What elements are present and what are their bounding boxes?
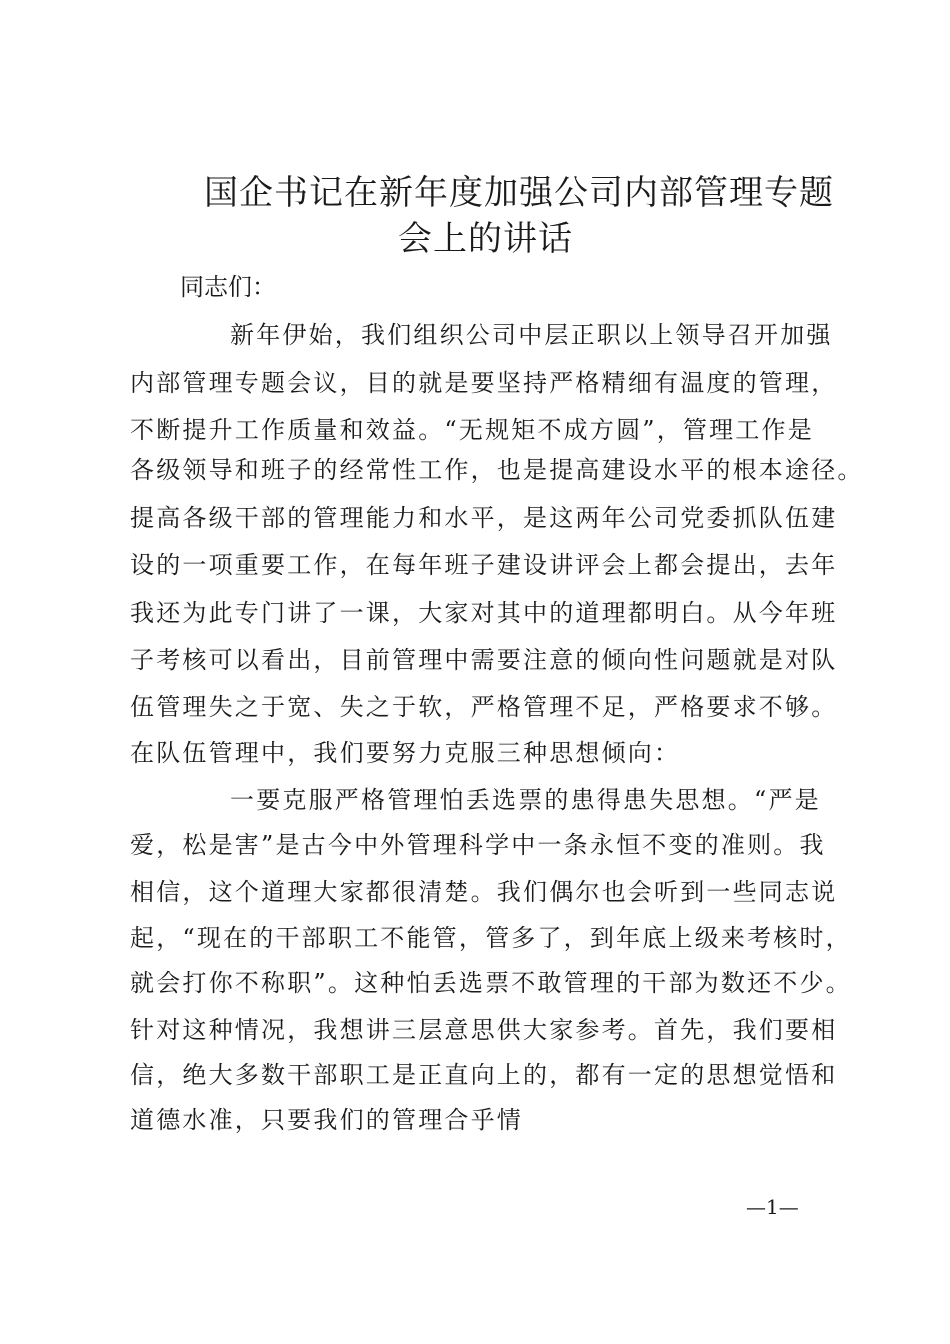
paragraph-line: 设的一项重要工作，在每年班子建设讲评会上都会提出，去年 [130, 551, 838, 579]
paragraph-line: 相信，这个道理大家都很清楚。我们偶尔也会听到一些同志说 [130, 878, 838, 906]
paragraph-line: 子考核可以看出，目前管理中需要注意的倾向性问题就是对队 [130, 646, 838, 674]
paragraph-line: 内部管理专题会议，目的就是要坚持严格精细有温度的管理， [130, 369, 838, 397]
paragraph-line: 在队伍管理中，我们要努力克服三种思想倾向： [130, 739, 681, 767]
paragraph-line: 爱，松是害”是古今中外管理科学中一条永恒不变的准则。我 [130, 831, 826, 859]
paragraph-line: 新年伊始，我们组织公司中层正职以上领导召开加强 [230, 321, 833, 349]
paragraph-line: 我还为此专门讲了一课，大家对其中的道理都明白。从今年班 [130, 599, 838, 627]
paragraph-line: 一要克服严格管理怕丢选票的患得患失思想。“严是 [230, 786, 821, 814]
paragraph-line: 信，绝大多数干部职工是正直向上的，都有一定的思想觉悟和 [130, 1061, 838, 1089]
paragraph-line: 伍管理失之于宽、失之于软，严格管理不足，严格要求不够。 [130, 693, 838, 721]
paragraph-line: 不断提升工作质量和效益。“无规矩不成方圆”，管理工作是 [130, 416, 814, 444]
salutation: 同志们： [180, 273, 276, 301]
title-line-1: 国企书记在新年度加强公司内部管理专题 [204, 173, 834, 213]
paragraph-line: 提高各级干部的管理能力和水平，是这两年公司党委抓队伍建 [130, 504, 838, 532]
paragraph-line: 各级领导和班子的经常性工作，也是提高建设水平的根本途径。 [130, 456, 864, 484]
paragraph-line: 道德水准，只要我们的管理合乎情 [130, 1106, 523, 1134]
title-line-2: 会上的讲话 [398, 219, 573, 259]
page-number: —1— [746, 1195, 799, 1219]
paragraph-line: 起，“现在的干部职工不能管，管多了，到年底上级来考核时， [130, 924, 852, 952]
paragraph-line: 就会打你不称职”。这种怕丢选票不敢管理的干部为数还不少。 [130, 969, 852, 997]
paragraph-line: 针对这种情况，我想讲三层意思供大家参考。首先，我们要相 [130, 1016, 838, 1044]
